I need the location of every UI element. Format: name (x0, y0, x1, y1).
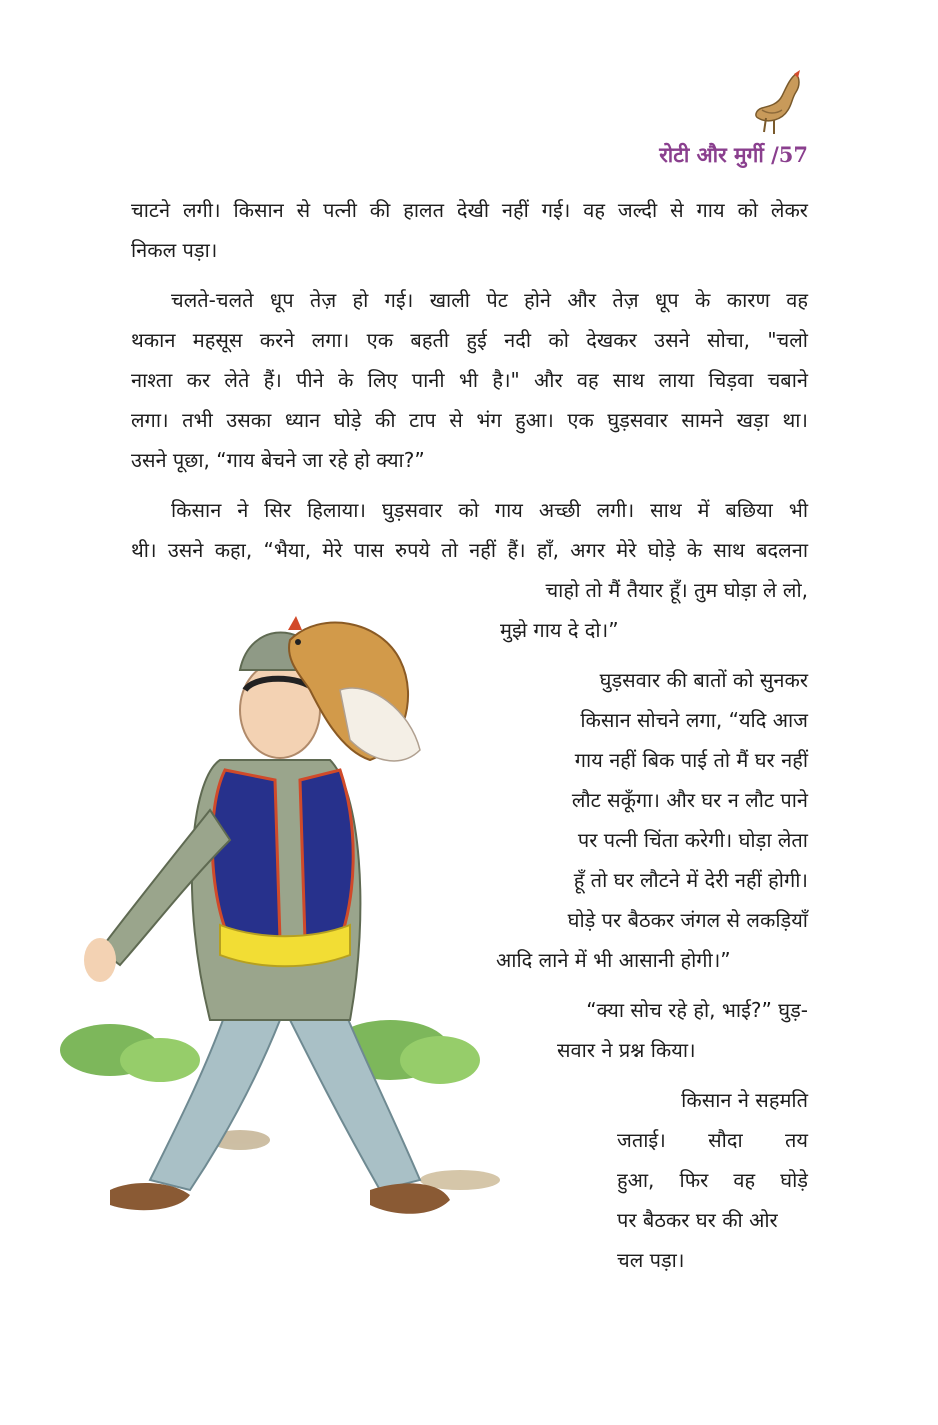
text-line: “क्या सोच रहे हो, भाई?” घुड़- (586, 998, 808, 1022)
text-line: नाश्ता कर लेते हैं। पीने के लिए पानी भी है।" और वह साथ लाया चिड़वा चबाने (131, 368, 808, 392)
text-line: घुड़सवार की बातों को सुनकर (599, 668, 808, 692)
text-line: हूँ तो घर लौटने में देरी नहीं होगी। (573, 868, 808, 892)
page-header: रोटी और मुर्गी /57 (659, 142, 808, 167)
text-line: उसने पूछा, “गाय बेचने जा रहे हो क्या?” (131, 448, 425, 472)
text-line: मुझे गाय दे दो।” (500, 618, 619, 642)
text-line: पर पत्नी चिंता करेगी। घोड़ा लेता (577, 828, 808, 852)
ground-plants (60, 1020, 500, 1190)
text-line: हुआ, फिर वह घोड़े (617, 1168, 808, 1192)
text-line: किसान ने सहमति (681, 1088, 808, 1112)
text-line: आदि लाने में भी आसानी होगी।” (496, 948, 731, 972)
hen-icon (748, 70, 810, 140)
farmer-illustration (40, 580, 610, 1280)
text-line: लगा। तभी उसका ध्यान घोड़े की टाप से भंग हुआ। एक घुड़सवार सामने खड़ा था। (131, 408, 808, 432)
text-line: सवार ने प्रश्न किया। (557, 1038, 696, 1062)
text-line: चल पड़ा। (617, 1248, 685, 1272)
text-line: घोड़े पर बैठकर जंगल से लकड़ियाँ (567, 908, 808, 932)
text-line: चाहो तो मैं तैयार हूँ। तुम घोड़ा ले लो, (545, 578, 808, 602)
text-line: लौट सकूँगा। और घर न लौट पाने (571, 788, 808, 812)
text-line: पर बैठकर घर की ओर (617, 1208, 778, 1232)
text-line: थकान महसूस करने लगा। एक बहती हुई नदी को देखकर उसने सोचा, "चलो (131, 328, 808, 352)
text-line: चाटने लगी। किसान से पत्नी की हालत देखी नहीं गई। वह जल्दी से गाय को लेकर (131, 198, 808, 222)
text-line: थी। उसने कहा, “भैया, मेरे पास रुपये तो नहीं हैं। हाँ, अगर मेरे घोड़े के साथ बदलना (131, 538, 808, 562)
text-line: निकल पड़ा। (131, 238, 218, 262)
text-line: किसान ने सिर हिलाया। घुड़सवार को गाय अच्छी लगी। साथ में बछिया भी (171, 498, 808, 522)
text-line: चलते-चलते धूप तेज़ हो गई। खाली पेट होने और तेज़ धूप के कारण वह (171, 288, 808, 312)
text-line: गाय नहीं बिक पाई तो मैं घर नहीं (574, 748, 808, 772)
text-line: किसान सोचने लगा, “यदि आज (580, 708, 808, 732)
text-line: जताई। सौदा तय (617, 1128, 808, 1152)
